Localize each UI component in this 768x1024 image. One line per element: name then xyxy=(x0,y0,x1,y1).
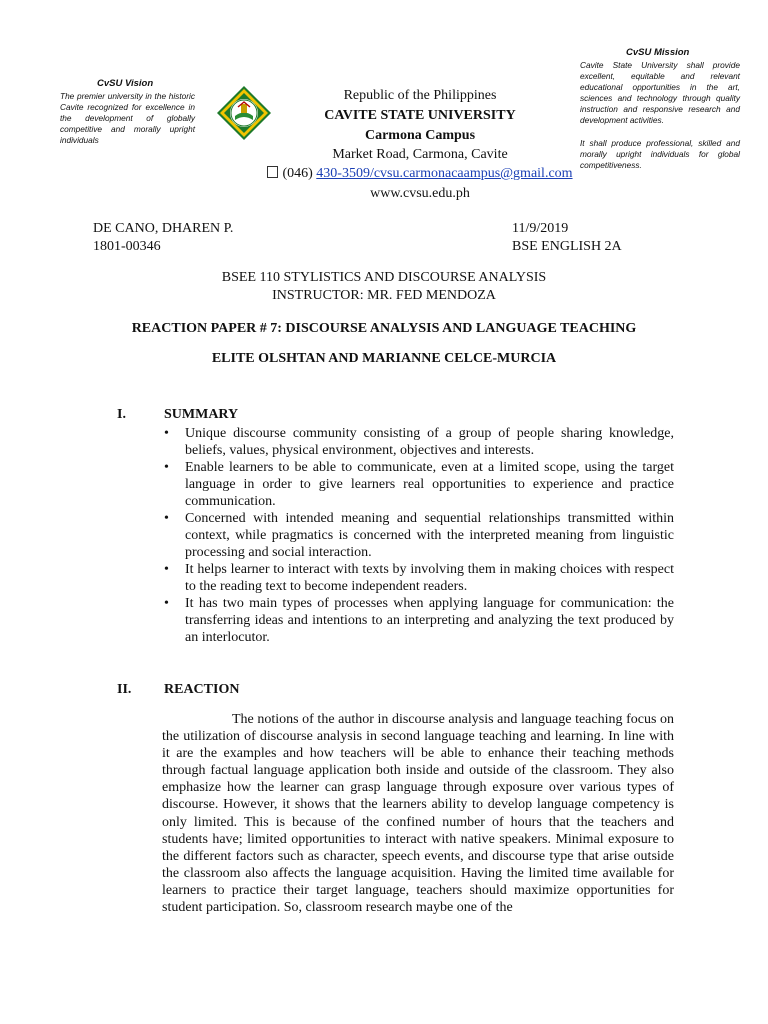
paper-authors: ELITE OLSHTAN AND MARIANNE CELCE-MURCIA xyxy=(211,351,557,366)
website-line: www.cvsu.edu.ph xyxy=(370,186,470,201)
bullet-icon: • xyxy=(164,562,169,577)
summary-bullet-text: Concerned with intended meaning and sequential relationships transmitted within context, while pragmatics is concerned with the interpreted meaning from linguistic processing and social interaction. xyxy=(185,511,674,560)
list-item xyxy=(162,510,674,561)
list-item xyxy=(162,425,674,459)
summary-list xyxy=(162,425,674,646)
subject-line: BSEE 110 STYLISTICS AND DISCOURSE ANALYSIS xyxy=(221,270,547,285)
list-item xyxy=(162,595,674,646)
phone-icon xyxy=(267,166,278,178)
list-item xyxy=(162,459,674,510)
summary-bullet-text: It has two main types of processes when applying language for communication: the transferring ideas and intentions to an interpreting and analyzing the text produced by an interlocutor. xyxy=(185,596,674,645)
bullet-icon: • xyxy=(164,460,169,475)
bullet-icon: • xyxy=(164,426,169,441)
contact-line xyxy=(250,164,590,184)
summary-bullet-text: Unique discourse community consisting of a group of people sharing knowledge, beliefs, values, physical environment, objectives and interests. xyxy=(185,426,674,458)
mission-text-2: It shall produce professional, skilled and morally upright individuals for global competitiveness. xyxy=(580,138,740,170)
student-id: 1801-00346 xyxy=(93,239,161,254)
vision-title: CvSU Vision xyxy=(97,78,154,89)
phone-prefix: (046) xyxy=(282,166,317,181)
instructor-line: INSTRUCTOR: MR. FED MENDOZA xyxy=(272,288,496,303)
section-number: I. xyxy=(117,407,126,422)
paper-title: REACTION PAPER # 7: DISCOURSE ANALYSIS AND LANGUAGE TEACHING xyxy=(131,321,637,336)
summary-bullet-text: Enable learners to be able to communicate, even at a limited scope, using the target language in order to give learners real opportunities to experience and practice communication. xyxy=(185,460,674,509)
reaction-paragraph: The notions of the author in discourse analysis and language teaching focus on the utilization of discourse analysis in second language teaching and learning. In line with it are the examples and how teachers will be able to enhance their teaching methods through factual language application both inside and outside of the classroom. They also emphasize how the learner can grasp language through exposure over various types of discourse. However, it shows that the learners ability to develop language competency is only limited. This is because of the confined number of hours that the teachers and students have; limited opportunities to interact with native speakers. Minimal exposure to the different factors such as character, speech events, and discourse type that arise outside the classroom also affects the language acquisition. Having the limited time available for learners to practice their target language, teachers should maximize opportunities for student participation. So, classroom research maybe one of the xyxy=(162,712,674,916)
republic-line: Republic of the Philippines xyxy=(343,88,497,103)
contact-link[interactable]: 430-3509/cvsu.carmonacaampus@gmail.com xyxy=(316,166,573,181)
section-title-reaction: REACTION xyxy=(164,682,240,697)
section-title-summary: SUMMARY xyxy=(164,407,239,422)
list-item xyxy=(162,561,674,595)
vision-text: The premier university in the historic Cavite recognized for excellence in the development of globally competitive and morally upright individuals xyxy=(60,91,195,145)
mission-text: Cavite State University shall provide excellent, equitable and relevant educational opportunities in the art, sciences and technology through quality instruction and responsive research and development activities. xyxy=(580,60,740,125)
student-name: DE CANO, DHAREN P. xyxy=(93,221,234,236)
campus-name: Carmona Campus xyxy=(364,128,476,143)
bullet-icon: • xyxy=(164,511,169,526)
address-line: Market Road, Carmona, Cavite xyxy=(332,147,508,162)
summary-bullet-text: It helps learner to interact with texts by involving them in making choices with respect to the reading text to become independent readers. xyxy=(185,562,674,594)
bullet-icon: • xyxy=(164,596,169,611)
submission-date: 11/9/2019 xyxy=(512,221,569,236)
university-name: CAVITE STATE UNIVERSITY xyxy=(324,108,516,123)
section-number-2: II. xyxy=(117,682,132,697)
mission-title: CvSU Mission xyxy=(626,47,690,58)
student-course: BSE ENGLISH 2A xyxy=(512,239,622,254)
